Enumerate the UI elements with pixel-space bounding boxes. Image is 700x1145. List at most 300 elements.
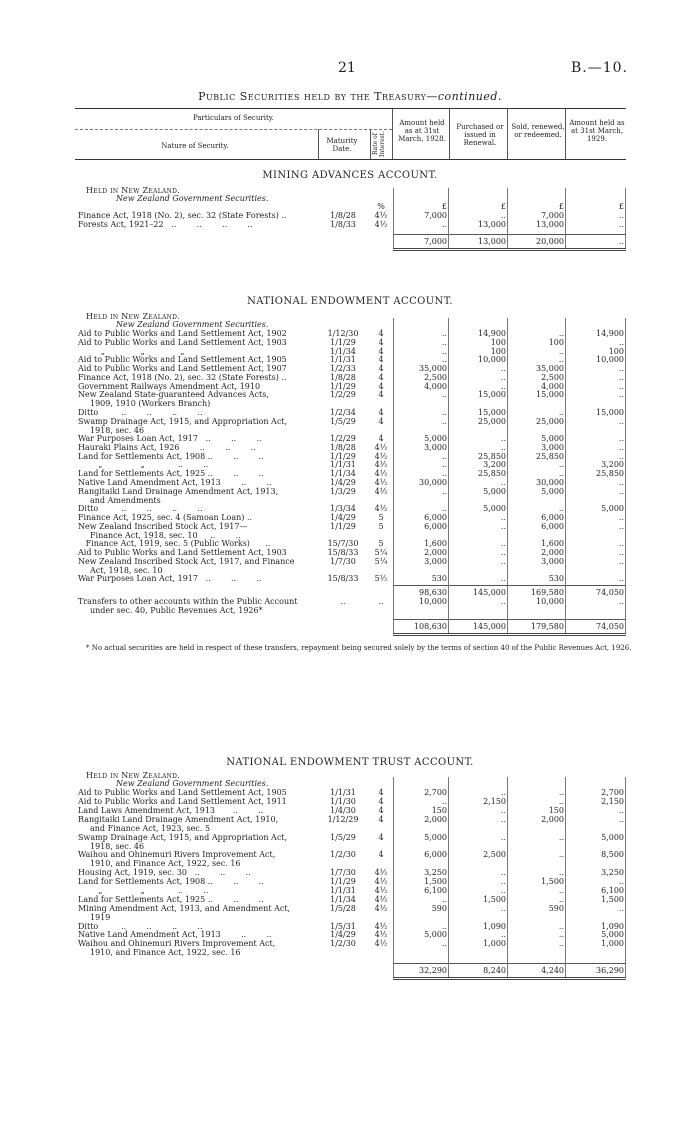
column-divider — [625, 188, 626, 248]
purchased-amount: 15,000 — [478, 390, 506, 400]
purchased-amount: .. — [500, 805, 506, 815]
rate-unit: % — [377, 202, 385, 211]
amount-1928: 150 — [431, 805, 447, 815]
security-particulars: Native Land Amendment Act, 1913 .. .. — [78, 477, 272, 487]
maturity-date: 1/12/29 — [327, 814, 359, 824]
col-amount-1928: Amount held as at 31st March, 1928. — [398, 119, 446, 143]
sold-amount: 1,500 — [541, 877, 564, 886]
sold-amount: 6,000 — [541, 521, 564, 531]
security-particulars: Aid to Public Works and Land Settlement Act, 1905 — [78, 355, 287, 365]
government-securities-heading: New Zealand Government Securities. — [116, 320, 269, 329]
maturity-date: 1/5/29 — [330, 416, 356, 426]
amount-1929: 6,100 — [601, 885, 624, 895]
purchased-amount: 25,850 — [478, 451, 506, 461]
column-divider — [625, 777, 626, 977]
interest-rate: 4½ — [374, 211, 388, 220]
security-particulars-continued: Act, 1918, sec. 10 — [90, 565, 163, 575]
amount-1929: .. — [618, 574, 624, 583]
total-rule — [393, 963, 626, 964]
total-amount-1928: 32,290 — [419, 966, 447, 976]
maturity-date: 1/2/30 — [330, 939, 356, 949]
security-particulars: Land for Settlements Act, 1908 .. .. .. — [78, 451, 264, 461]
purchased-amount: 100 — [490, 337, 506, 347]
maturity-date: 1/3/29 — [330, 486, 356, 496]
security-particulars: War Purposes Loan Act, 1917 .. .. .. — [78, 574, 262, 583]
total-amount-1929: 74,050 — [596, 621, 624, 631]
security-particulars: Aid to Public Works and Land Settlement Act, 1905 — [78, 788, 287, 797]
security-particulars: Ditto .. .. .. .. — [78, 407, 203, 417]
interest-rate: 4½ — [374, 486, 388, 496]
amount-1928: .. — [441, 390, 447, 400]
interest-rate: 4½ — [374, 469, 388, 478]
maturity-date: 1/1/29 — [330, 381, 356, 391]
interest-rate: 4½ — [374, 885, 388, 895]
government-securities-heading: New Zealand Government Securities. — [116, 194, 269, 203]
column-divider — [565, 777, 566, 977]
purchased-amount: 2,150 — [483, 796, 506, 806]
interest-rate: 5½ — [374, 574, 388, 583]
section-title: NATIONAL ENDOWMENT TRUST ACCOUNT. — [226, 757, 474, 768]
amount-1928: 35,000 — [419, 364, 447, 373]
security-particulars: Housing Act, 1919, sec. 30 .. .. .. — [78, 868, 251, 878]
amount-1928: .. — [441, 416, 447, 426]
security-particulars: Swamp Drainage Act, 1915, and Appropriation Act, — [78, 832, 288, 842]
interest-rate: 4½ — [374, 930, 388, 940]
amount-1929: .. — [618, 451, 624, 461]
security-particulars: Aid to Public Works and Land Settlement Act, 1903 — [78, 547, 287, 557]
held-in-heading: Held in New Zealand. — [86, 771, 181, 780]
maturity-date: 1/1/31 — [330, 460, 356, 470]
maturity-date: 1/2/30 — [330, 850, 356, 860]
subtotal-rule — [393, 585, 626, 586]
amount-1928: 4,000 — [424, 381, 447, 391]
total-double-rule — [393, 248, 626, 251]
amount-1928: .. — [441, 355, 447, 365]
interest-rate: 4 — [378, 346, 384, 356]
amount-1929: 2,700 — [601, 788, 624, 797]
column-divider — [507, 318, 508, 633]
amount-1929: 5,000 — [601, 504, 624, 513]
maturity-date: 1/2/29 — [330, 390, 356, 400]
page-number: 21 — [338, 60, 356, 76]
maturity-date: 1/1/34 — [330, 894, 356, 904]
security-particulars: Land Laws Amendment Act, 1913 .. .. — [78, 805, 264, 815]
sold-amount: .. — [558, 796, 564, 806]
interest-rate: 5 — [378, 521, 384, 531]
purchased-amount: 100 — [490, 346, 506, 356]
government-securities-heading: New Zealand Government Securities. — [116, 779, 269, 788]
security-particulars: Forests Act, 1921–22 .. .. .. .. — [78, 220, 253, 229]
security-particulars: „ „ .. .. — [78, 885, 209, 895]
amount-1928: 7,000 — [424, 211, 447, 220]
security-particulars: Aid to Public Works and Land Settlement Act, 1907 — [78, 364, 287, 373]
currency-unit: £ — [618, 202, 624, 211]
amount-1928: 30,000 — [419, 477, 447, 487]
maturity-date: 1/5/29 — [330, 832, 356, 842]
maturity-date: 1/5/28 — [330, 903, 356, 913]
security-particulars-continued: 1918, sec. 46 — [90, 425, 145, 435]
security-particulars: Swamp Drainage Act, 1915, and Appropriation Act, — [78, 416, 288, 426]
maturity-date: 1/2/34 — [330, 407, 356, 417]
amount-1928: .. — [441, 894, 447, 904]
total-purchased: 8,240 — [483, 966, 506, 976]
amount-1928: 6,000 — [424, 850, 447, 860]
sold-amount: 7,000 — [541, 211, 564, 220]
maturity-date: 1/12/30 — [327, 329, 359, 338]
interest-rate: 4 — [378, 805, 384, 815]
sold-amount: .. — [558, 407, 564, 417]
sold-amount: 25,850 — [536, 451, 564, 461]
amount-1928: .. — [441, 469, 447, 478]
purchased-amount: .. — [500, 903, 506, 913]
interest-rate: 4½ — [374, 921, 388, 931]
sold-amount: 590 — [548, 903, 564, 913]
interest-rate: 4 — [378, 355, 384, 365]
security-particulars: „ „ „ — [78, 346, 185, 356]
security-particulars-continued: 1909, 1910 (Workers Branch) — [90, 399, 211, 409]
purchased-amount: 14,900 — [478, 329, 506, 338]
maturity-date: 15/7/30 — [327, 539, 359, 548]
total-sold: 169,580 — [530, 587, 564, 597]
interest-rate: 4½ — [374, 939, 388, 949]
amount-1929: .. — [618, 903, 624, 913]
sold-amount: 150 — [548, 805, 564, 815]
total-double-rule — [393, 633, 626, 636]
purchased-amount: .. — [500, 832, 506, 842]
purchased-amount: .. — [500, 574, 506, 583]
amount-1929: .. — [618, 556, 624, 566]
interest-rate: 4½ — [374, 442, 388, 452]
amount-1929: 3,200 — [601, 460, 624, 470]
col-rate: Rate of Interest. — [372, 130, 386, 157]
total-amount-1929: .. — [618, 237, 624, 246]
amount-1929: 8,500 — [601, 850, 624, 860]
purchased-amount: 5,000 — [483, 486, 506, 496]
interest-rate: 5¼ — [374, 556, 388, 566]
purchased-amount: .. — [500, 885, 506, 895]
interest-rate: 4½ — [374, 903, 388, 913]
security-particulars: Finance Act, 1925, sec. 4 (Samoan Loan) .. — [78, 512, 253, 522]
interest-rate: 4 — [378, 372, 384, 382]
maturity-date: 1/8/33 — [330, 220, 356, 229]
purchased-amount: 1,090 — [483, 921, 506, 931]
amount-1928: .. — [441, 337, 447, 347]
column-divider — [448, 318, 449, 633]
sold-amount: .. — [558, 504, 564, 513]
col-nature: Nature of Security. — [161, 142, 229, 150]
interest-rate: 4 — [378, 329, 384, 338]
held-in-heading: Held in New Zealand. — [86, 312, 181, 321]
amount-1929: 1,090 — [601, 921, 624, 931]
purchased-amount: .. — [500, 211, 506, 220]
amount-1928: .. — [441, 407, 447, 417]
column-divider — [393, 318, 394, 633]
maturity-date: .. — [340, 596, 346, 606]
security-particulars: Ditto .. .. .. .. — [78, 504, 203, 513]
purchased-amount: .. — [500, 539, 506, 548]
interest-rate: 4½ — [374, 868, 388, 878]
security-particulars: Aid to Public Works and Land Settlement Act, 1911 — [78, 796, 287, 806]
interest-rate: 4½ — [374, 451, 388, 461]
sold-amount: .. — [558, 939, 564, 949]
amount-1929: .. — [618, 547, 624, 557]
purchased-amount: .. — [500, 596, 506, 606]
sold-amount: 5,000 — [541, 486, 564, 496]
security-particulars: Finance Act, 1918 (No. 2), sec. 32 (State Forests) .. — [78, 211, 287, 220]
interest-rate: 4 — [378, 788, 384, 797]
sold-amount: 1,600 — [541, 539, 564, 548]
total-rule — [393, 234, 626, 235]
amount-1929: .. — [618, 442, 624, 452]
held-in-heading: Held in New Zealand. — [86, 186, 181, 195]
security-particulars: Rangitaiki Land Drainage Amendment Act, 1913, — [78, 486, 279, 496]
total-amount-1928: 98,630 — [419, 587, 447, 597]
interest-rate: 4 — [378, 796, 384, 806]
sold-amount: .. — [558, 868, 564, 878]
purchased-amount: 5,000 — [483, 504, 506, 513]
interest-rate: 5¼ — [374, 547, 388, 557]
interest-rate: 4½ — [374, 504, 388, 513]
amount-1928: 3,000 — [424, 442, 447, 452]
security-particulars: Hauraki Plains Act, 1926 .. .. .. — [78, 442, 256, 452]
currency-unit: £ — [500, 202, 506, 211]
title-main: Public Securities held by the Treasury— — [198, 90, 438, 103]
interest-rate: 4 — [378, 434, 384, 443]
title-continued: continued. — [437, 90, 502, 103]
amount-1929: 2,150 — [601, 796, 624, 806]
total-purchased: 145,000 — [472, 587, 506, 597]
sold-amount: 35,000 — [536, 364, 564, 373]
sold-amount: 100 — [548, 337, 564, 347]
maturity-date: 1/8/28 — [330, 442, 356, 452]
amount-1929: .. — [618, 211, 624, 220]
maturity-date: 1/8/28 — [330, 372, 356, 382]
purchased-amount: 13,000 — [478, 220, 506, 229]
amount-1929: 5,000 — [601, 832, 624, 842]
amount-1929: .. — [618, 337, 624, 347]
purchased-amount: .. — [500, 547, 506, 557]
footnote: * No actual securities are held in respect of these transfers, repayment being secured solely by the terms of section 40 of the Public Revenues Act, 1926. — [86, 643, 632, 652]
total-purchased: 145,000 — [472, 621, 506, 631]
sold-amount: 2,000 — [541, 547, 564, 557]
interest-rate: 4½ — [374, 877, 388, 886]
column-divider — [507, 777, 508, 977]
amount-1929: 5,000 — [601, 930, 624, 940]
maturity-date: 1/1/31 — [330, 885, 356, 895]
amount-1928: 10,000 — [419, 596, 447, 606]
amount-1929: .. — [618, 477, 624, 487]
column-divider — [565, 188, 566, 248]
maturity-date: 1/1/29 — [330, 451, 356, 461]
purchased-amount: 1,500 — [483, 894, 506, 904]
security-particulars-continued: 1910, and Finance Act, 1922, sec. 16 — [90, 859, 241, 869]
interest-rate: 4 — [378, 337, 384, 347]
interest-rate: 4½ — [374, 460, 388, 470]
sold-amount: 25,000 — [536, 416, 564, 426]
purchased-amount: 15,000 — [478, 407, 506, 417]
sold-amount: .. — [558, 850, 564, 860]
amount-1929: .. — [618, 512, 624, 522]
security-particulars: Land for Settlements Act, 1925 .. .. .. — [78, 894, 264, 904]
purchased-amount: 2,500 — [483, 850, 506, 860]
interest-rate: 4 — [378, 416, 384, 426]
col-amount-1929: Amount held as at 31st March, 1929. — [569, 119, 625, 143]
col-purchased: Purchased or issued in Renewal. — [456, 123, 504, 147]
column-divider — [625, 318, 626, 633]
column-divider — [448, 188, 449, 248]
interest-rate: 4 — [378, 407, 384, 417]
amount-1928: 6,000 — [424, 521, 447, 531]
sold-amount: 15,000 — [536, 390, 564, 400]
sold-amount: .. — [558, 921, 564, 931]
total-sold: 20,000 — [536, 237, 564, 246]
col-sold: Sold, renewed, or redeemed. — [511, 123, 565, 139]
sold-amount: .. — [558, 885, 564, 895]
security-particulars: New Zealand Inscribed Stock Act, 1917, and Finance — [78, 556, 295, 566]
interest-rate: 4 — [378, 390, 384, 400]
interest-rate: 4½ — [374, 477, 388, 487]
purchased-amount: .. — [500, 521, 506, 531]
security-particulars: Finance Act, 1918 (No. 2), sec. 32 (State Forests) .. — [78, 372, 287, 382]
interest-rate: 4½ — [374, 894, 388, 904]
sold-amount: 2,000 — [541, 814, 564, 824]
security-particulars-continued: under sec. 40, Public Revenues Act, 1926* — [90, 605, 263, 615]
total-sold: 4,240 — [541, 966, 564, 976]
security-particulars: New Zealand Inscribed Stock Act, 1917— — [78, 521, 248, 531]
sold-amount: .. — [558, 346, 564, 356]
sold-amount: 10,000 — [536, 596, 564, 606]
sold-amount: .. — [558, 460, 564, 470]
sold-amount: .. — [558, 329, 564, 338]
maturity-date: 1/1/31 — [330, 788, 356, 797]
security-particulars: Transfers to other accounts within the Public Account — [78, 596, 298, 606]
col-maturity: Maturity Date. — [326, 137, 358, 153]
amount-1928: 5,000 — [424, 832, 447, 842]
amount-1928: 1,600 — [424, 539, 447, 548]
maturity-date: 1/4/29 — [330, 512, 356, 522]
purchased-amount: .. — [500, 372, 506, 382]
amount-1928: .. — [441, 504, 447, 513]
purchased-amount: 10,000 — [478, 355, 506, 365]
total-amount-1928: 108,630 — [413, 621, 447, 631]
maturity-date: 1/2/29 — [330, 434, 356, 443]
sold-amount: 530 — [548, 574, 564, 583]
amount-1928: 2,000 — [424, 547, 447, 557]
sold-amount: 3,000 — [541, 442, 564, 452]
amount-1928: 2,700 — [424, 788, 447, 797]
amount-1929: 15,000 — [596, 407, 624, 417]
purchased-amount: .. — [500, 364, 506, 373]
amount-1928: .. — [441, 486, 447, 496]
security-particulars: Land for Settlements Act, 1925 .. .. .. — [78, 469, 264, 478]
maturity-date: 1/1/29 — [330, 877, 356, 886]
maturity-date: 1/3/34 — [330, 504, 356, 513]
column-divider — [507, 188, 508, 248]
purchased-amount: .. — [500, 381, 506, 391]
amount-1929: 14,900 — [596, 329, 624, 338]
purchased-amount: .. — [500, 434, 506, 443]
security-particulars: Ditto .. .. .. .. — [78, 921, 203, 931]
maturity-date: 1/1/29 — [330, 521, 356, 531]
total-amount-1928: 7,000 — [424, 237, 447, 246]
purchased-amount: .. — [500, 868, 506, 878]
amount-1929: .. — [618, 814, 624, 824]
sold-amount: 30,000 — [536, 477, 564, 487]
security-particulars-continued: Finance Act, 1918, sec. 10 .. .. — [90, 530, 241, 540]
amount-1929: .. — [618, 372, 624, 382]
amount-1929: .. — [618, 486, 624, 496]
amount-1928: .. — [441, 796, 447, 806]
maturity-date: 1/7/30 — [330, 556, 356, 566]
total-rule — [393, 619, 626, 620]
amount-1928: .. — [441, 451, 447, 461]
maturity-date: 15/8/33 — [327, 574, 359, 583]
interest-rate: 4 — [378, 364, 384, 373]
purchased-amount: 25,850 — [478, 469, 506, 478]
interest-rate: 4 — [378, 381, 384, 391]
purchased-amount: 1,000 — [483, 939, 506, 949]
currency-unit: £ — [441, 202, 447, 211]
amount-1928: .. — [441, 220, 447, 229]
column-divider — [393, 777, 394, 977]
purchased-amount: 25,000 — [478, 416, 506, 426]
amount-1929: .. — [618, 596, 624, 606]
security-particulars: Mining Amendment Act, 1913, and Amendment Act, — [78, 903, 291, 913]
maturity-date: 15/8/33 — [327, 547, 359, 557]
sold-amount: 13,000 — [536, 220, 564, 229]
security-particulars-continued: and Finance Act, 1923, sec. 5 — [90, 823, 211, 833]
maturity-date: 1/1/31 — [330, 355, 356, 365]
sold-amount: 3,000 — [541, 556, 564, 566]
amount-1928: 590 — [431, 903, 447, 913]
sold-amount: 4,000 — [541, 381, 564, 391]
amount-1929: 1,000 — [601, 939, 624, 949]
purchased-amount: .. — [500, 930, 506, 940]
amount-1929: 25,850 — [596, 469, 624, 478]
sold-amount: .. — [558, 469, 564, 478]
maturity-date: 1/1/34 — [330, 346, 356, 356]
amount-1929: 1,500 — [601, 894, 624, 904]
amount-1928: .. — [441, 460, 447, 470]
amount-1928: 530 — [431, 574, 447, 583]
purchased-amount: 3,200 — [483, 460, 506, 470]
column-divider — [393, 188, 394, 248]
total-double-rule — [393, 977, 626, 980]
sold-amount: .. — [558, 832, 564, 842]
page-title — [0, 90, 700, 103]
amount-1928: 1,500 — [424, 877, 447, 886]
column-header — [75, 108, 626, 160]
total-amount-1929: 36,290 — [596, 966, 624, 976]
interest-rate: 4 — [378, 832, 384, 842]
maturity-date: 1/7/30 — [330, 868, 356, 878]
amount-1929: .. — [618, 364, 624, 373]
sold-amount: .. — [558, 930, 564, 940]
amount-1929: .. — [618, 539, 624, 548]
purchased-amount: .. — [500, 477, 506, 487]
column-divider — [565, 318, 566, 633]
maturity-date: 1/5/31 — [330, 921, 356, 931]
amount-1928: .. — [441, 921, 447, 931]
purchased-amount: .. — [500, 512, 506, 522]
interest-rate: 4½ — [374, 220, 388, 229]
amount-1929: .. — [618, 390, 624, 400]
purchased-amount: .. — [500, 788, 506, 797]
purchased-amount: .. — [500, 442, 506, 452]
amount-1929: .. — [618, 381, 624, 391]
purchased-amount: .. — [500, 814, 506, 824]
interest-rate: 5 — [378, 512, 384, 522]
